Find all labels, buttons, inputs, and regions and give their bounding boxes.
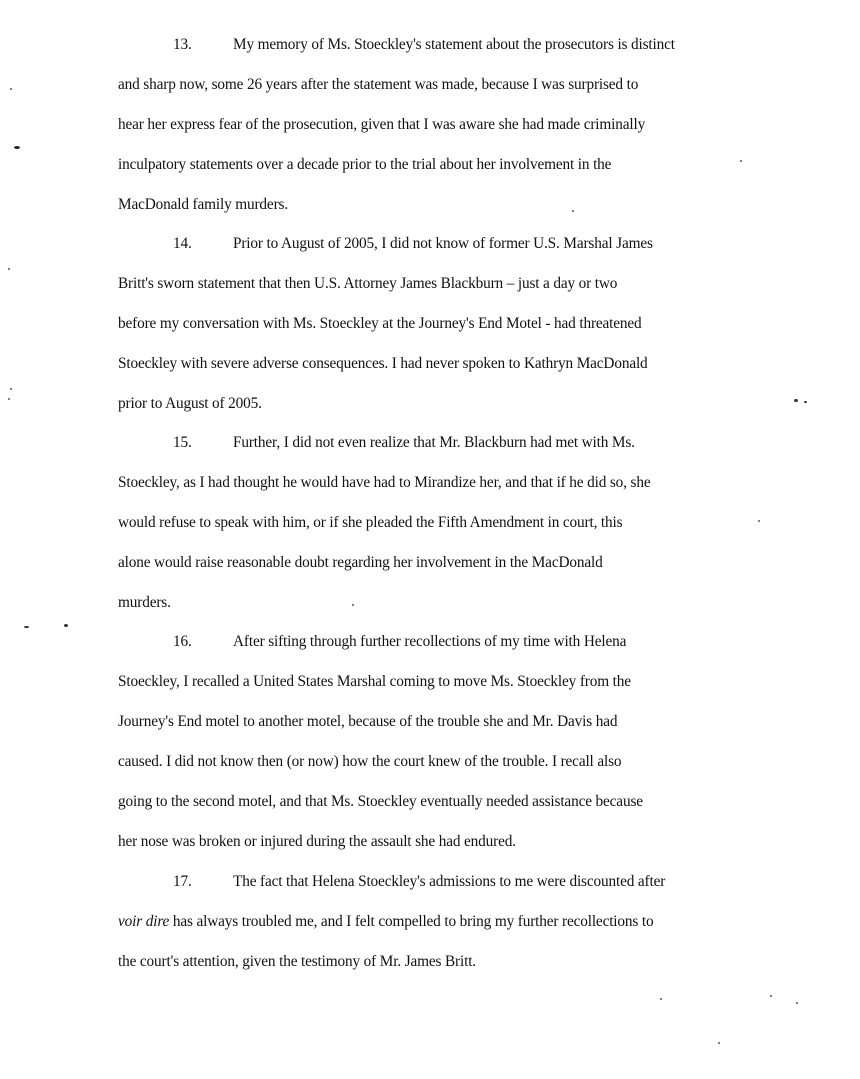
paragraph-17-line-2: voir dire has always troubled me, and I felt compelled to bring my further recollections to	[118, 913, 654, 930]
scan-speck	[796, 1002, 798, 1004]
paragraph-14-line-4: Stoeckley with severe adverse consequences. I had never spoken to Kathryn MacDonald	[118, 355, 648, 372]
scan-speck	[352, 604, 354, 606]
paragraph-14-line-1: 14. Prior to August of 2005, I did not know of former U.S. Marshal James	[118, 224, 750, 264]
paragraph-13	[118, 25, 750, 225]
paragraph-15	[118, 423, 750, 623]
scan-speck	[14, 146, 20, 149]
paragraph-14-line-5: prior to August of 2005.	[118, 395, 262, 412]
paragraph-15-line-2: Stoeckley, as I had thought he would have had to Mirandize her, and that if he did so, she	[118, 474, 651, 491]
paragraph-16-line-3: Journey's End motel to another motel, because of the trouble she and Mr. Davis had	[118, 713, 618, 730]
scan-speck	[8, 398, 10, 400]
scan-speck	[804, 401, 807, 403]
scan-speck	[64, 624, 68, 627]
paragraph-13-line-4: inculpatory statements over a decade prior to the trial about her involvement in the	[118, 156, 612, 173]
scan-speck	[718, 1042, 720, 1044]
paragraph-13-number: 13.	[173, 36, 192, 53]
paragraph-16-line-6: her nose was broken or injured during the assault she had endured.	[118, 833, 516, 850]
paragraph-17	[118, 862, 750, 982]
scan-speck	[770, 995, 772, 997]
paragraph-16-line-2: Stoeckley, I recalled a United States Marshal coming to move Ms. Stoeckley from the	[118, 673, 631, 690]
paragraph-16	[118, 622, 750, 862]
paragraph-15-line-4: alone would raise reasonable doubt regarding her involvement in the MacDonald	[118, 554, 603, 571]
scan-speck	[8, 268, 10, 270]
paragraph-16-number: 16.	[173, 633, 192, 650]
scan-speck	[10, 388, 12, 390]
paragraph-16-line-1: 16. After sifting through further recollections of my time with Helena	[118, 622, 750, 662]
paragraph-17-line-1: 17. The fact that Helena Stoeckley's admissions to me were discounted after	[118, 862, 750, 902]
paragraph-15-line-1: 15. Further, I did not even realize that Mr. Blackburn had met with Ms.	[118, 423, 750, 463]
paragraph-14-line-2: Britt's sworn statement that then U.S. Attorney James Blackburn – just a day or two	[118, 275, 618, 292]
paragraph-17-number: 17.	[173, 873, 192, 890]
voir-dire-term: voir dire	[118, 913, 170, 930]
paragraph-13-line-2: and sharp now, some 26 years after the statement was made, because I was surprised to	[118, 76, 639, 93]
paragraph-13-line-1: 13. My memory of Ms. Stoeckley's statement about the prosecutors is distinct	[118, 25, 750, 65]
paragraph-16-line-4: caused. I did not know then (or now) how the court knew of the trouble. I recall also	[118, 753, 622, 770]
paragraph-14	[118, 224, 750, 424]
paragraph-13-line-5: MacDonald family murders.	[118, 196, 288, 213]
paragraph-14-number: 14.	[173, 235, 192, 252]
scan-speck	[740, 160, 742, 162]
scan-speck	[572, 210, 574, 212]
paragraph-17-line-3: the court's attention, given the testimony of Mr. James Britt.	[118, 953, 476, 970]
scan-speck	[10, 88, 12, 90]
paragraph-15-number: 15.	[173, 434, 192, 451]
scan-speck	[794, 399, 798, 402]
paragraph-15-line-5: murders.	[118, 594, 171, 611]
scan-speck	[660, 998, 662, 1000]
paragraph-14-line-3: before my conversation with Ms. Stoeckley at the Journey's End Motel - had threatened	[118, 315, 642, 332]
scan-speck	[24, 626, 29, 628]
paragraph-15-line-3: would refuse to speak with him, or if she pleaded the Fifth Amendment in court, this	[118, 514, 623, 531]
paragraph-16-line-5: going to the second motel, and that Ms. Stoeckley eventually needed assistance because	[118, 793, 643, 810]
paragraph-13-line-3: hear her express fear of the prosecution, given that I was aware she had made criminally	[118, 116, 646, 133]
scan-speck	[758, 520, 760, 522]
